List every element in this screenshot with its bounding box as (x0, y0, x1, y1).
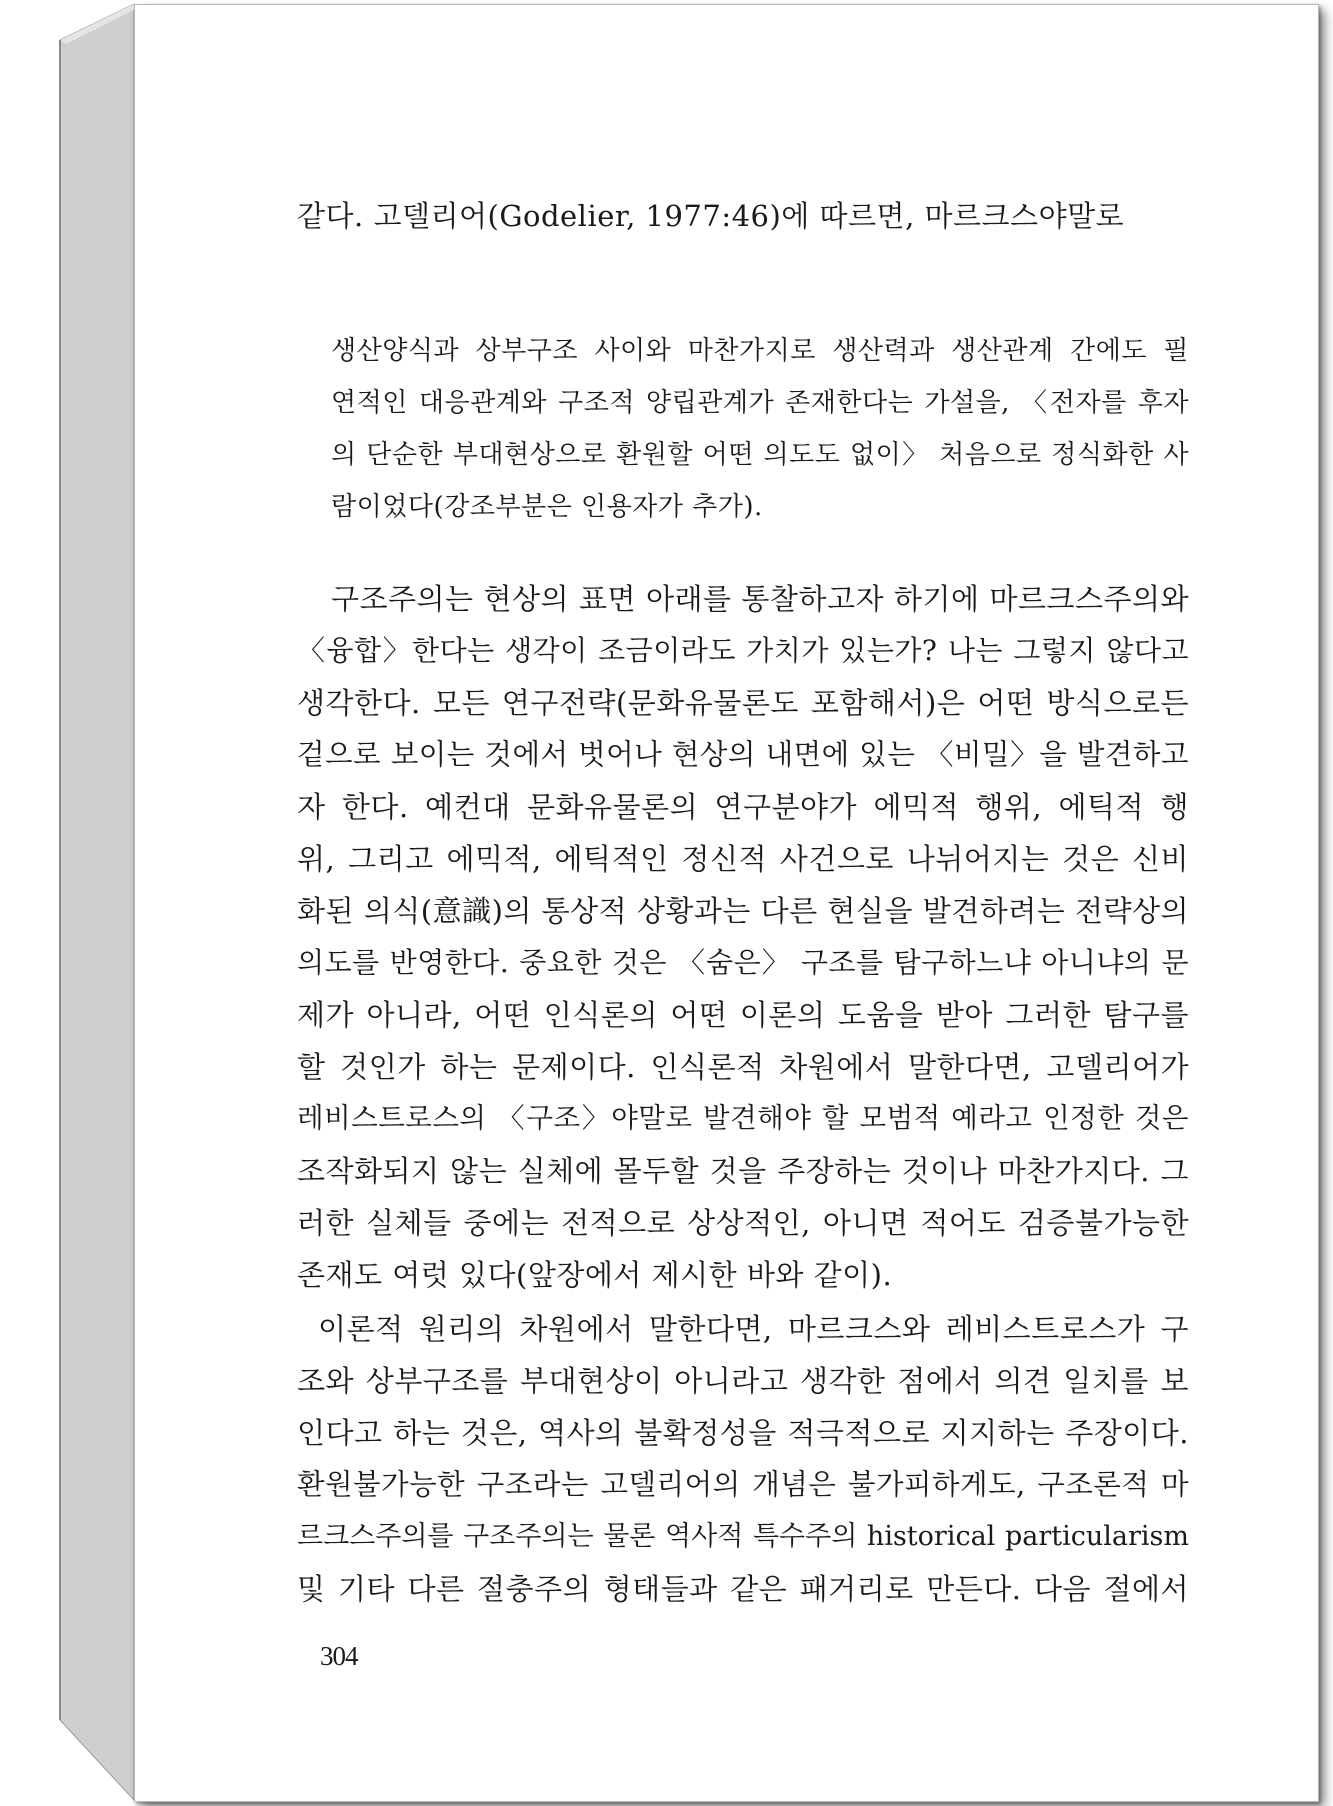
paragraph-line: 러한 실체들 중에는 전적으로 상상적인, 아니면 적어도 검증불가능한 (297, 1206, 1189, 1240)
quote-line: 연적인 대응관계와 구조적 양립관계가 존재한다는 가설을, 〈전자를 후자 (331, 388, 1189, 418)
paragraph-line: 생각한다. 모든 연구전략(문화유물론도 포함해서)은 어떤 방식으로든 (297, 686, 1189, 720)
quote-line: 의 단순한 부대현상으로 환원할 어떤 의도도 없이〉 처음으로 정식화한 사 (331, 440, 1189, 470)
quote-line: 생산양식과 상부구조 사이와 마찬가지로 생산력과 생산관계 간에도 필 (331, 336, 1189, 366)
paragraph-line: 레비스트로스의 〈구조〉야말로 발견해야 할 모범적 예라고 인정한 것은 (297, 1102, 1189, 1134)
paragraph-line: 겉으로 보이는 것에서 벗어나 현상의 내면에 있는 〈비밀〉을 발견하고 (297, 738, 1189, 771)
page-number: 304 (320, 1641, 358, 1671)
paragraph-line: 인다고 하는 것은, 역사의 불확정성을 적극적으로 지지하는 주장이다. (297, 1416, 1189, 1450)
paragraph-line: 및 기타 다른 절충주의 형태들과 같은 패거리로 만든다. 다음 절에서 (297, 1572, 1189, 1606)
paragraph-line: 이론적 원리의 차원에서 말한다면, 마르크스와 레비스트로스가 구 (318, 1312, 1189, 1346)
paragraph-line: 조와 상부구조를 부대현상이 아니라고 생각한 점에서 의견 일치를 보 (297, 1364, 1189, 1398)
paragraph-line: 화된 의식(意識)의 통상적 상황과는 다른 현실을 발견하려는 전략상의 (297, 894, 1190, 928)
paragraph-line: 할 것인가 하는 문제이다. 인식론적 차원에서 말한다면, 고델리어가 (297, 1050, 1189, 1084)
paragraph-line: 〈융합〉한다는 생각이 조금이라도 가치가 있는가? 나는 그렇지 않다고 (297, 634, 1189, 667)
intro-line: 같다. 고델리어(Godelier, 1977:46)에 따르면, 마르크스야말로 (297, 199, 1125, 233)
quote-line: 람이었다(강조부분은 인용자가 추가). (331, 492, 763, 522)
paragraph-line: 위, 그리고 에믹적, 에틱적인 정신적 사건으로 나뉘어지는 것은 신비 (297, 842, 1189, 876)
paragraph-line: 구조주의는 현상의 표면 아래를 통찰하고자 하기에 마르크스주의와 (331, 582, 1189, 616)
page-content (135, 5, 1318, 1801)
paragraph-line: 자 한다. 예컨대 문화유물론의 연구분야가 에믹적 행위, 에틱적 행 (297, 790, 1189, 824)
paragraph-line: 조작화되지 않는 실체에 몰두할 것을 주장하는 것이나 마찬가지다. 그 (297, 1154, 1189, 1188)
book-page (134, 4, 1319, 1802)
paragraph-line: 환원불가능한 구조라는 고델리어의 개념은 불가피하게도, 구조론적 마 (297, 1468, 1189, 1501)
book-spine (0, 0, 140, 1806)
paragraph-line: 제가 아니라, 어떤 인식론의 어떤 이론의 도움을 받아 그러한 탐구를 (297, 998, 1189, 1032)
paragraph-line: 의도를 반영한다. 중요한 것은 〈숨은〉 구조를 탐구하느냐 아니냐의 문 (297, 946, 1189, 979)
paragraph-line: 르크스주의를 구조주의는 물론 역사적 특수주의 historical particularism (297, 1521, 1189, 1552)
paragraph-line: 존재도 여럿 있다(앞장에서 제시한 바와 같이). (297, 1258, 893, 1292)
